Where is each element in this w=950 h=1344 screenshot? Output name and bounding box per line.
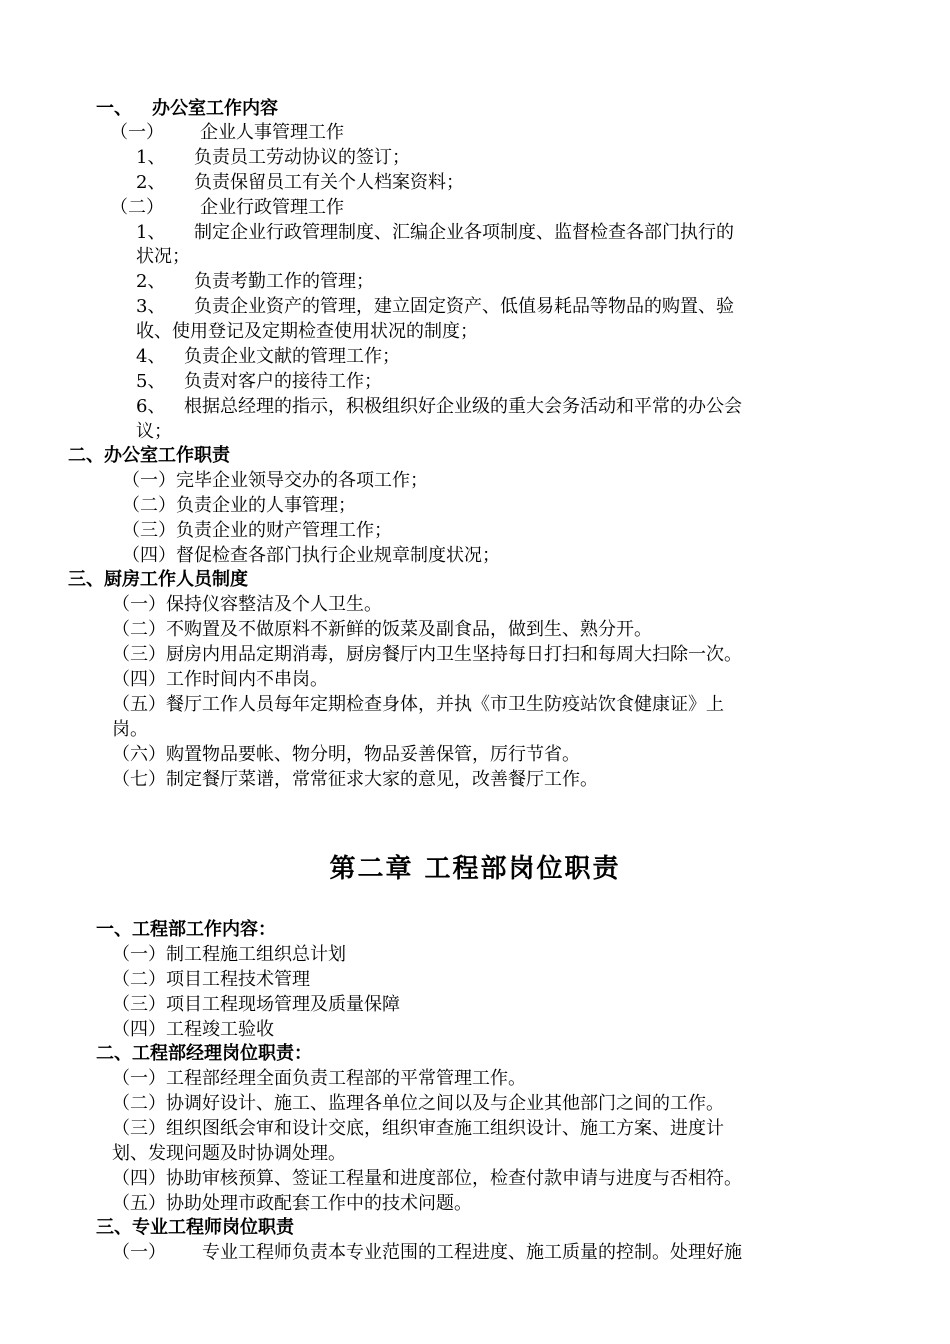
item-number: 4、: [136, 346, 166, 367]
item-continuation: 收、使用登记及定期检查使用状况的制度；: [136, 321, 478, 342]
item-number: 1、: [136, 222, 166, 243]
section-heading: 三、专业工程师岗位职责: [96, 1217, 294, 1238]
item-number: （二）: [112, 619, 166, 640]
item-number: （三）: [112, 644, 166, 665]
item-number: 3、: [136, 296, 166, 317]
item-number: （六）: [112, 744, 166, 765]
list-item: [112, 1192, 472, 1216]
item-text: 制定餐厅菜谱，常常征求大家的意见，改善餐厅工作。: [166, 769, 598, 790]
item-number: （一）: [112, 594, 166, 615]
item-number: 1、: [136, 147, 166, 168]
section-heading: 三、厨房工作人员制度: [68, 569, 248, 590]
item-text: 保持仪容整洁及个人卫生。: [166, 594, 382, 615]
item-text: 负责企业的人事管理；: [176, 495, 356, 516]
item-text: 专业工程师负责本专业范围的工程进度、施工质量的控制。处理好施: [202, 1242, 742, 1263]
list-item: [122, 469, 428, 493]
list-item: [112, 1117, 724, 1141]
heading-text: 办公室工作内容: [152, 98, 278, 119]
item-text: 负责员工劳动协议的签订；: [194, 147, 410, 168]
list-item: [136, 345, 400, 369]
list-item: [112, 593, 382, 617]
item-number: （一）: [112, 1068, 166, 1089]
list-item: [112, 1241, 742, 1265]
item-number: （七）: [112, 769, 166, 790]
item-text: 督促检查各部门执行企业规章制度状况；: [176, 545, 500, 566]
item-number: （五）: [112, 1193, 166, 1214]
heading-number: 一、: [96, 98, 132, 119]
item-text: 负责考勤工作的管理；: [194, 271, 374, 292]
item-number: （四）: [122, 545, 176, 566]
list-item: （二）项目工程技术管理: [112, 969, 310, 990]
item-continuation: 岗。: [112, 719, 148, 740]
item-text: 负责保留员工有关个人档案资料；: [194, 172, 464, 193]
subsection-heading: [110, 196, 344, 220]
item-number: 6、: [136, 396, 166, 417]
item-number: 2、: [136, 271, 166, 292]
item-continuation: 议；: [136, 421, 172, 442]
list-item: [112, 1167, 742, 1191]
item-text: 协调好设计、施工、监理各单位之间以及与企业其他部门之间的工作。: [166, 1093, 724, 1114]
item-number: （五）: [112, 694, 166, 715]
section-heading: 二、办公室工作职责: [68, 445, 230, 466]
item-text: 负责企业的财产管理工作；: [176, 520, 392, 541]
item-text: 厨房内用品定期消毒，厨房餐厅内卫生坚持每日打扫和每周大扫除一次。: [166, 644, 742, 665]
list-item: [136, 221, 734, 245]
item-number: （四）: [112, 1168, 166, 1189]
list-item: （三）项目工程现场管理及质量保障: [112, 994, 400, 1015]
subsection-text: 企业人事管理工作: [200, 122, 344, 143]
item-text: 组织图纸会审和设计交底，组织审查施工组织设计、施工方案、进度计: [166, 1118, 724, 1139]
section-heading: [96, 97, 278, 121]
item-number: （四）: [112, 669, 166, 690]
section-heading: 二、工程部经理岗位职责：: [96, 1043, 312, 1064]
list-item: [112, 693, 724, 717]
item-number: （二）: [112, 1093, 166, 1114]
item-text: 协助审核预算、签证工程量和进度部位，检查付款申请与进度与否相符。: [166, 1168, 742, 1189]
item-number: （三）: [112, 1118, 166, 1139]
item-text: 不购置及不做原料不新鲜的饭菜及副食品，做到生、熟分开。: [166, 619, 652, 640]
list-item: （一）制工程施工组织总计划: [112, 944, 346, 965]
item-text: 协助处理市政配套工作中的技术问题。: [166, 1193, 472, 1214]
section-heading: 一、工程部工作内容：: [96, 919, 276, 940]
item-number: （一）: [112, 1242, 166, 1263]
list-item: （四）工程竣工验收: [112, 1019, 274, 1040]
list-item: [112, 668, 328, 692]
item-text: 完毕企业领导交办的各项工作；: [176, 470, 428, 491]
item-number: 2、: [136, 172, 166, 193]
item-continuation: 状况；: [136, 246, 190, 267]
list-item: [136, 370, 382, 394]
list-item: [112, 768, 598, 792]
item-text: 制定企业行政管理制度、汇编企业各项制度、监督检查各部门执行的: [194, 222, 734, 243]
list-item: [136, 146, 410, 170]
item-number: （三）: [122, 520, 176, 541]
list-item: [136, 395, 742, 419]
list-item: [136, 171, 464, 195]
subsection-number: （二）: [110, 197, 164, 218]
item-text: 购置物品要帐、物分明，物品妥善保管，厉行节省。: [166, 744, 580, 765]
list-item: [112, 643, 742, 667]
item-number: （一）: [122, 470, 176, 491]
list-item: [122, 519, 392, 543]
list-item: [122, 494, 356, 518]
item-number: （二）: [122, 495, 176, 516]
list-item: [112, 618, 652, 642]
item-continuation: 划、发现问题及时协调处理。: [112, 1143, 346, 1164]
item-text: 餐厅工作人员每年定期检查身体，并执《市卫生防疫站饮食健康证》上: [166, 694, 724, 715]
list-item: [112, 1092, 724, 1116]
item-number: 5、: [136, 371, 166, 392]
subsection-text: 企业行政管理工作: [200, 197, 344, 218]
chapter-title: 第二章 工程部岗位职责: [329, 854, 621, 884]
subsection-number: （一）: [110, 122, 164, 143]
list-item: [112, 743, 580, 767]
item-text: 负责对客户的接待工作；: [184, 371, 382, 392]
list-item: [136, 270, 374, 294]
list-item: [136, 295, 734, 319]
list-item: [112, 1067, 526, 1091]
list-item: [122, 544, 500, 568]
item-text: 工程部经理全面负责工程部的平常管理工作。: [166, 1068, 526, 1089]
item-text: 负责企业文献的管理工作；: [184, 346, 400, 367]
item-text: 根据总经理的指示，积极组织好企业级的重大会务活动和平常的办公会: [184, 396, 742, 417]
subsection-heading: [110, 121, 344, 145]
item-text: 负责企业资产的管理，建立固定资产、低值易耗品等物品的购置、验: [194, 296, 734, 317]
item-text: 工作时间内不串岗。: [166, 669, 328, 690]
